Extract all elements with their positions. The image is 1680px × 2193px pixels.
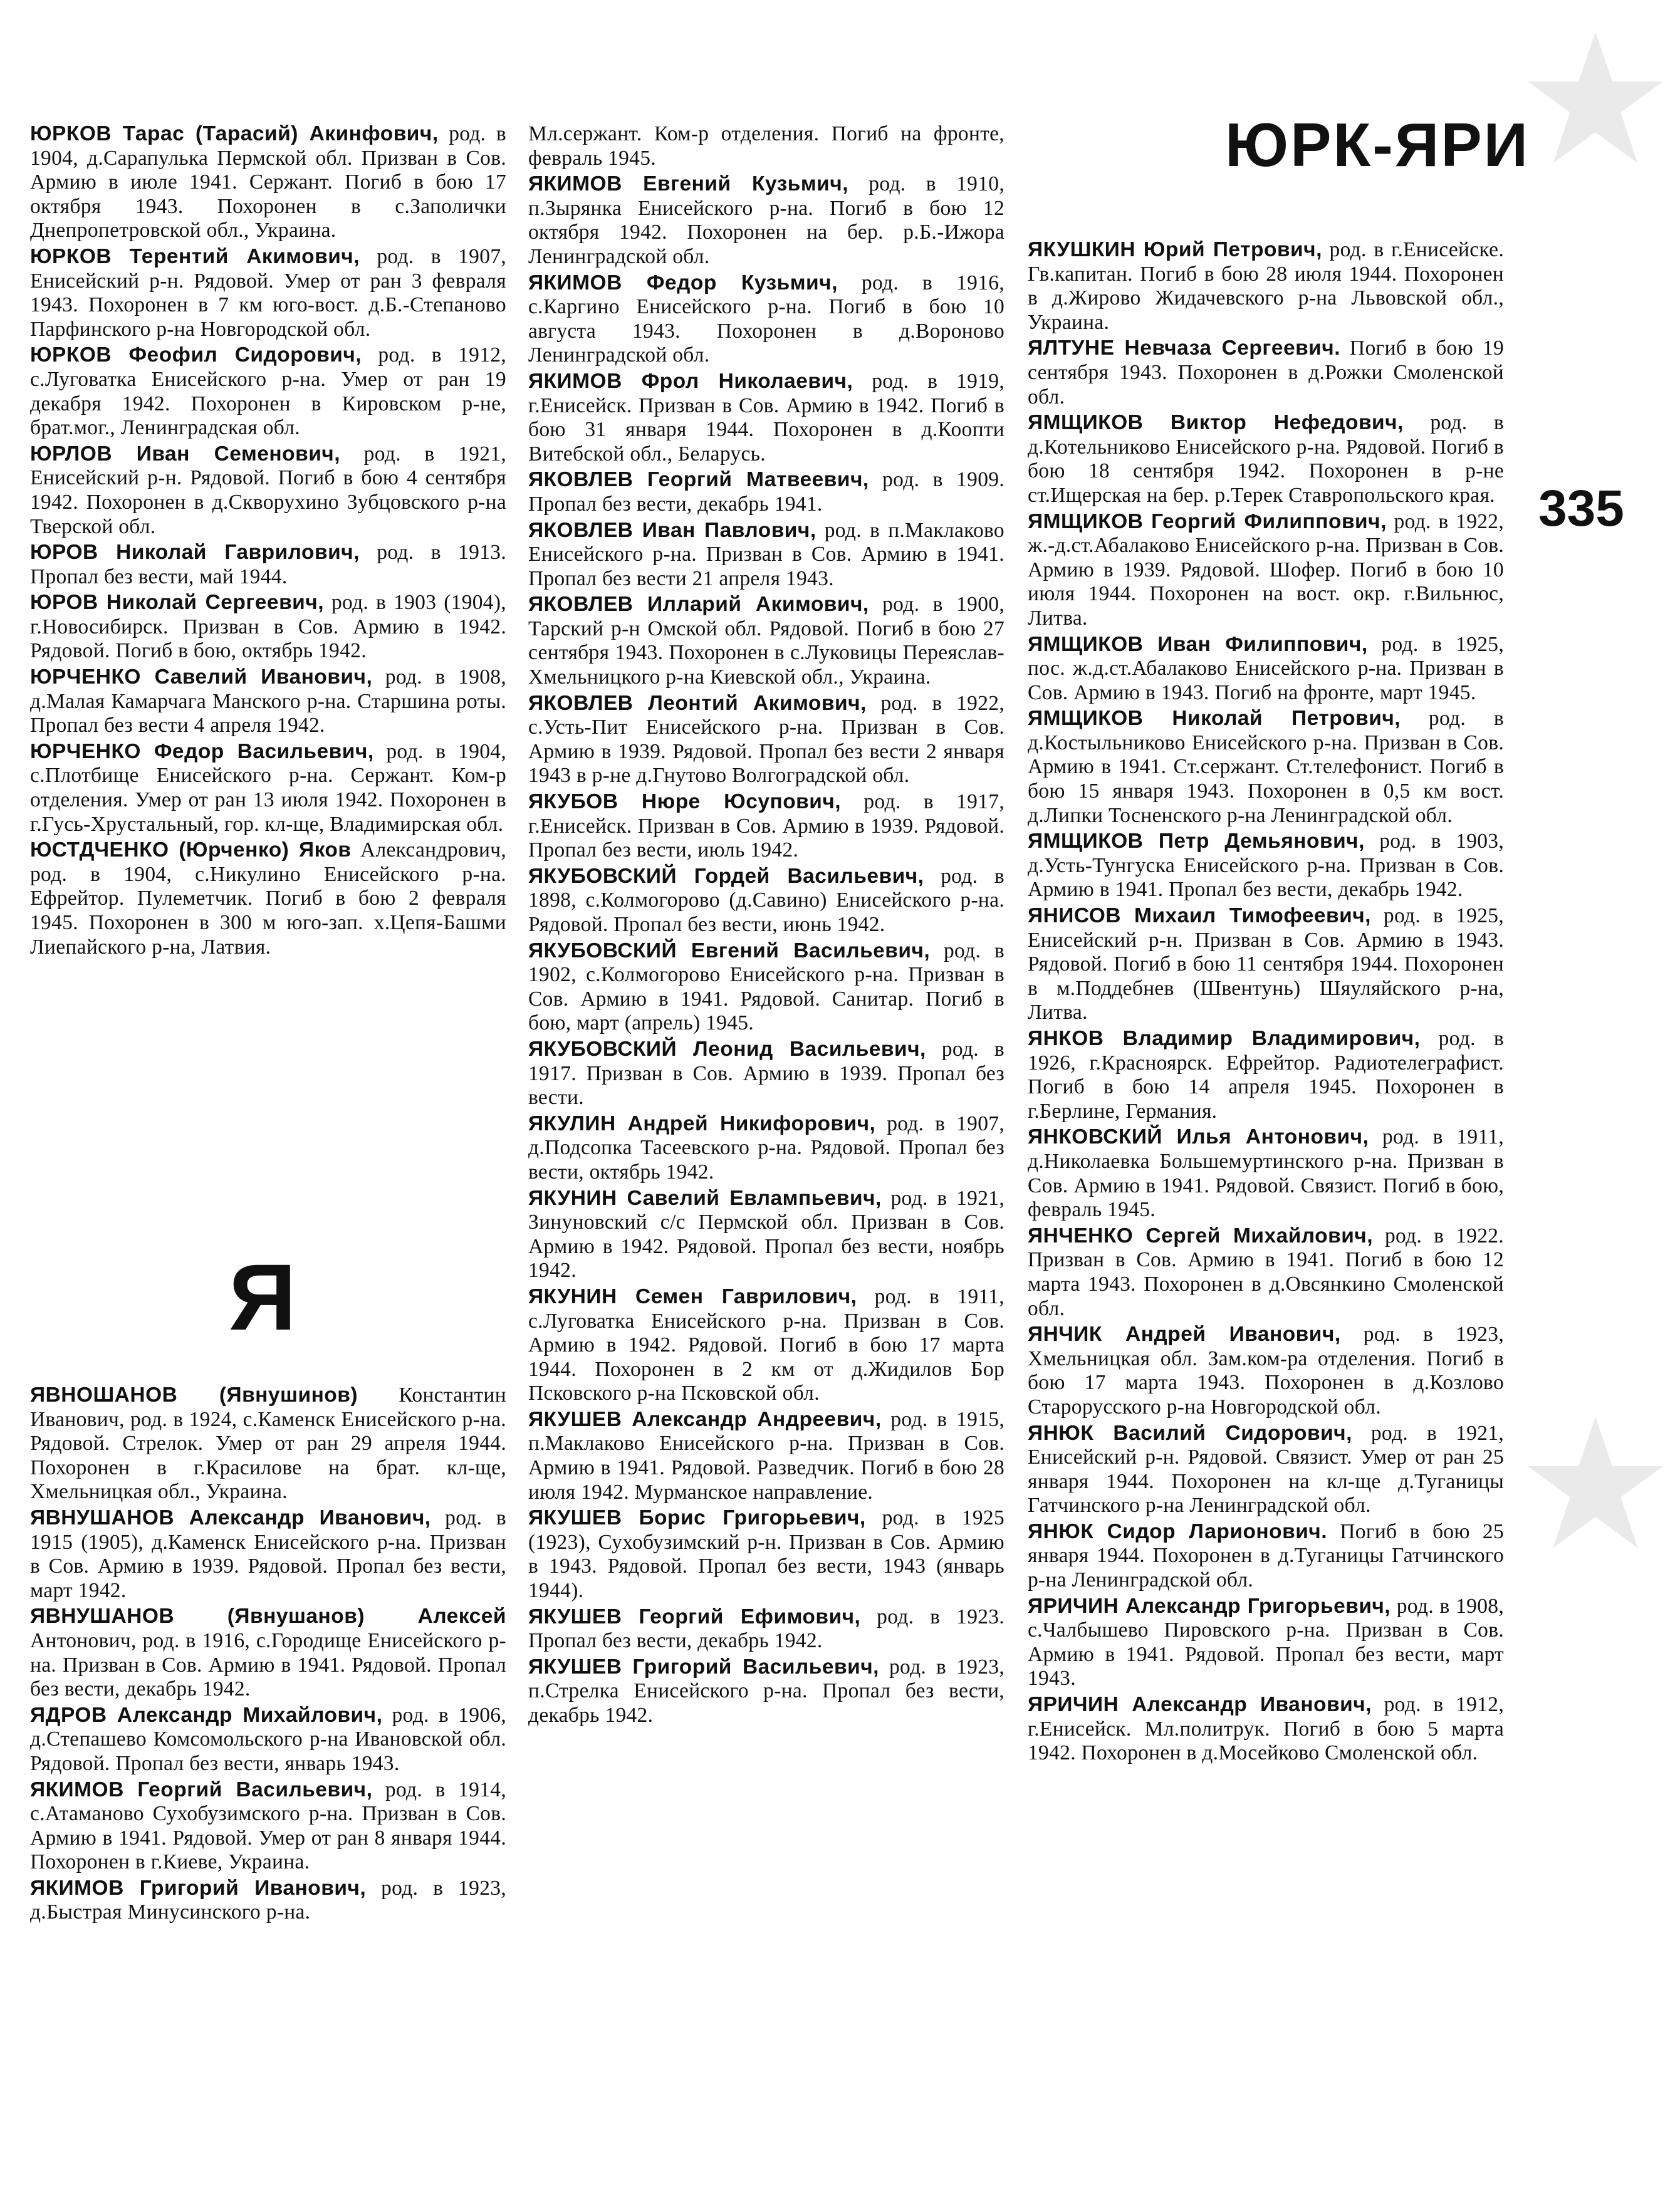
- entry-name: ЯНЧИК Андрей Иванович,: [1028, 1323, 1341, 1347]
- register-entry: [30, 442, 506, 539]
- entry-text: Антонович, род. в 1916, с.Городище Енисейского р-на. Призван в Сов. Армию в 1941. Рядовой. Пропал без вести, декабрь 1942.: [30, 1628, 506, 1701]
- register-entry: [30, 591, 506, 664]
- entry-text: род. в 1921, Зинуновский с/с Пермской обл. Призван в Сов. Армию в 1942. Рядовой. Пропал без вести, ноябрь 1942.: [528, 1186, 1004, 1283]
- entry-name: ЯНЮК Сидор Ларионович.: [1028, 1519, 1328, 1543]
- entry-text: род. в 1910, п.Зырянка Енисейского р-на. Погиб в бою 12 октября 1942. Похоронен на бер. р.Б.-Ижора Ленинградской обл.: [528, 172, 1004, 268]
- entry-text: род. в 1915, п.Маклаково Енисейского р-на. Призван в Сов. Армию в 1941. Рядовой. Разведчик. Погиб в бою 28 июля 1942. Мурманское направление.: [528, 1407, 1005, 1504]
- entry-text: род. в 1923. Пропал без вести, декабрь 1942.: [528, 1605, 1005, 1653]
- entry-name: ЯДРОВ Александр Михайлович,: [30, 1703, 383, 1727]
- entry-name: ЯКУШЕВ Борис Григорьевич,: [528, 1506, 866, 1530]
- entry-name: ЮРКОВ Феофил Сидорович,: [30, 343, 362, 367]
- entry-text: род. в 1904, д.Сарапулька Пермской обл. Призван в Сов. Армию в июле 1941. Сержант. Погиб в бою 17 октября 1943. Похоронен в с.Заполички Днепропетровской обл., Украина.: [30, 122, 507, 242]
- register-entry: [1028, 238, 1504, 335]
- entry-name: ЯКУБОВСКИЙ Гордей Васильевич,: [528, 864, 924, 888]
- entry-text: род. в 1911, д.Николаевка Большемуртинского р-на. Призван в Сов. Армию в 1941. Рядовой. Связист. Погиб в бою, февраль 1945.: [1028, 1125, 1504, 1222]
- register-entry: [528, 122, 1004, 170]
- entry-name: ЯКУБОВСКИЙ Леонид Васильевич,: [528, 1037, 926, 1061]
- entry-text: род. в 1906, д.Степашево Комсомольского р-на Ивановской обл. Рядовой. Пропал без вести, январь 1943.: [30, 1703, 507, 1775]
- register-entry: [30, 245, 506, 341]
- entry-name: ЮСТДЧЕНКО (Юрченко) Яков: [30, 838, 352, 862]
- register-entry: [528, 1285, 1004, 1406]
- register-entry: [30, 1778, 506, 1875]
- entry-text: род. в 1922, ж.-д.ст.Абалаково Енисейского р-на. Призван в Сов. Армию в 1939. Рядовой. Шофер. Погиб в бою 10 июля 1944. Похоронен на вост. окр. г.Вильнюс, Литва.: [1028, 509, 1505, 630]
- register-entry: [528, 1655, 1004, 1728]
- register-entry: [30, 1877, 506, 1925]
- entry-text: род. в 1915 (1905), д.Каменск Енисейского р-на. Призван в Сов. Армию в 1939. Рядовой. Пропал без вести, март 1942.: [30, 1506, 506, 1602]
- page-header-title: ЮРК-ЯРИ: [1225, 110, 1530, 179]
- entry-name: ЯКИМОВ Георгий Васильевич,: [30, 1778, 373, 1801]
- register-entry: [1028, 904, 1504, 1025]
- entry-text: род. в 1904, с.Плотбище Енисейского р-на. Сержант. Ком-р отделения. Умер от ран 13 июля 1942. Похоронен в г.Гусь-Хрустальный, гор. кл-ще, Владимирская обл.: [30, 739, 507, 836]
- entry-name: ЯКУШЕВ Григорий Васильевич,: [528, 1655, 879, 1679]
- register-entry: [1028, 1520, 1504, 1593]
- entry-text: род. в 1912, с.Луговатка Енисейского р-на. Умер от ран 19 декабря 1942. Похоронен в Кировском р-не, брат.мог., Ленинградская обл.: [30, 343, 506, 440]
- entry-text: род. в 1903 (1904), г.Новосибирск. Призван в Сов. Армию в 1942. Рядовой. Погиб в бою, октябрь 1942.: [30, 591, 506, 663]
- register-entry: [30, 665, 506, 738]
- register-entry: [1028, 633, 1504, 706]
- entry-text: Александрович, род. в 1904, с.Никулино Енисейского р-на. Ефрейтор. Пулеметчик. Погиб в бою 2 февраля 1945. Похоронен в 300 м юго-зап. х.Цепя-Башми Лиепайского р-на, Латвия.: [30, 838, 507, 959]
- entry-text: род. в 1900, Тарский р-н Омской обл. Рядовой. Погиб в бою 27 сентября 1943. Похоронен в с.Луковицы Переяслав-Хмельницкого р-на Киевской обл., Украина.: [528, 593, 1005, 689]
- entry-text: род. в 1919, г.Енисейск. Призван в Сов. Армию в 1942. Погиб в бою 31 января 1944. Похоронен в д.Коопти Витебской обл., Беларусь.: [528, 369, 1004, 466]
- entry-name: ЯКОВЛЕВ Георгий Матвеевич,: [528, 468, 869, 492]
- register-entry: [528, 1605, 1004, 1654]
- register-entry: [30, 541, 506, 589]
- entry-name: ЯМЩИКОВ Иван Филиппович,: [1028, 632, 1368, 656]
- entry-text: род. в 1912, г.Енисейск. Мл.политрук. Погиб в бою 5 марта 1942. Похоронен в д.Мосейково Смоленской обл.: [1028, 1693, 1504, 1765]
- entry-text: Мл.сержант. Ком-р отделения. Погиб на фронте, февраль 1945.: [528, 122, 1004, 170]
- register-entry: [528, 692, 1004, 788]
- register-entry: [528, 593, 1004, 689]
- register-entry: [30, 343, 506, 440]
- register-entry: [528, 519, 1004, 591]
- entry-name: ЯКУЛИН Андрей Никифорович,: [528, 1112, 876, 1135]
- entry-text: род. в 1913. Пропал без вести, май 1944.: [30, 541, 507, 588]
- entry-name: ЯКИМОВ Григорий Иванович,: [30, 1876, 367, 1900]
- entry-name: ЯНКОВ Владимир Владимирович,: [1028, 1027, 1421, 1050]
- register-entry: [528, 1506, 1004, 1603]
- entry-text: род. в д.Костыльниково Енисейского р-на. Призван в Сов. Армию в 1941. Ст.сержант. Ст.телефонист. Погиб в бою 15 января 1943. Похоронен в 0,5 км вост. д.Липки Тосненского р-на Ленинградской обл.: [1028, 707, 1504, 827]
- entry-text: род. в 1923, п.Стрелка Енисейского р-на. Пропал без вести, декабрь 1942.: [528, 1655, 1004, 1727]
- entry-name: ЯКИМОВ Федор Кузьмич,: [528, 271, 838, 294]
- entry-text: род. в 1898, с.Колмогорово (д.Савино) Енисейского р-на. Рядовой. Пропал без вести, июнь 1942.: [528, 864, 1004, 936]
- entry-text: род. в 1911, с.Луговатка Енисейского р-на. Призван в Сов. Армию в 1942. Рядовой. Погиб в бою 17 марта 1944. Похоронен в 2 км от д.Жидилов Бор Псковского р-на Псковской обл.: [528, 1284, 1004, 1405]
- entry-name: ЯРИЧИН Александр Григорьевич,: [1028, 1594, 1391, 1618]
- entry-text: род. в 1921, Енисейский р-н. Рядовой. Погиб в бою 4 сентября 1942. Похоронен в д.Скворухино Зубцовского р-на Тверской обл.: [30, 442, 507, 538]
- entry-text: род. в п.Маклаково Енисейского р-на. Призван в Сов. Армию в 1941. Пропал без вести 21 апреля 1943.: [528, 518, 1004, 590]
- entry-name: ЯКУНИН Савелий Евлампьевич,: [528, 1186, 882, 1210]
- entry-text: род. в 1902, с.Колмогорово Енисейского р-на. Призван в Сов. Армию в 1941. Рядовой. Санитар. Погиб в бою, март (апрель) 1945.: [528, 939, 1005, 1035]
- entry-name: ЯНКОВСКИЙ Илья Антонович,: [1028, 1125, 1369, 1149]
- entry-name: ЯКУШЕВ Александр Андреевич,: [528, 1407, 882, 1431]
- register-entry: [528, 939, 1004, 1036]
- entry-name: ЮРКОВ Терентий Акимович,: [30, 244, 360, 268]
- register-entry: [30, 838, 506, 959]
- entry-name: ЯКИМОВ Евгений Кузьмич,: [528, 172, 849, 196]
- section-letter: Я: [229, 1244, 296, 1350]
- entry-name: ЯМЩИКОВ Николай Петрович,: [1028, 707, 1401, 731]
- entry-text: Погиб в бою 19 сентября 1943. Похоронен в д.Рожки Смоленской обл.: [1028, 336, 1504, 409]
- register-entry: [1028, 1422, 1504, 1518]
- entry-name: ЯМЩИКОВ Петр Демьянович,: [1028, 830, 1365, 853]
- entry-text: род. в 1925 (1923), Сухобузимский р-н. Призван в Сов. Армию в 1943. Рядовой. Пропал без вести, 1943 (январь 1944).: [528, 1506, 1005, 1603]
- column-3: [1028, 238, 1504, 1768]
- entry-name: ЯМЩИКОВ Виктор Нефедович,: [1028, 411, 1404, 435]
- entry-name: ЯКУШКИН Юрий Петрович,: [1028, 238, 1322, 261]
- entry-text: род. в д.Котельниково Енисейского р-на. Рядовой. Погиб в бою 18 сентября 1942. Похоронен в р-не ст.Ищерская на бер. р.Терек Ставропольского края.: [1028, 411, 1504, 507]
- register-entry: [1028, 1027, 1504, 1123]
- entry-name: ЯКИМОВ Фрол Николаевич,: [528, 369, 853, 393]
- entry-name: ЯЛТУНЕ Невчаза Сергеевич.: [1028, 336, 1341, 360]
- register-entry: [528, 865, 1004, 937]
- register-entry: [528, 1187, 1004, 1283]
- entry-name: ЯНЮК Василий Сидорович,: [1028, 1421, 1352, 1445]
- entry-text: род. в 1926, г.Красноярск. Ефрейтор. Радиотелеграфист. Погиб в бою 14 апреля 1945. Похоронен в г.Берлине, Германия.: [1028, 1027, 1504, 1123]
- entry-text: род. в 1917. Призван в Сов. Армию в 1939. Пропал без вести.: [528, 1037, 1005, 1110]
- entry-name: ЯКОВЛЕВ Илларий Акимович,: [528, 593, 869, 617]
- register-entry: [30, 1383, 506, 1504]
- entry-text: род. в 1908, д.Малая Камарчага Манского р-на. Старшина роты. Пропал без вести 4 апреля 1942.: [30, 665, 507, 737]
- watermark-star-icon: [1523, 1410, 1667, 1635]
- entry-text: род. в 1923, Хмельницкая обл. Зам.ком-ра отделения. Погиб в бою 17 марта 1943. Похоронен в д.Козлово Старорусского р-на Новгородской обл.: [1028, 1323, 1505, 1419]
- register-entry: [1028, 707, 1504, 828]
- register-entry: [528, 370, 1004, 466]
- entry-name: ЮРЧЕНКО Савелий Иванович,: [30, 665, 373, 689]
- entry-name: ЮРОВ Николай Сергеевич,: [30, 591, 325, 615]
- entry-name: ЯВНУШАНОВ (Явнушанов) Алексей: [30, 1605, 506, 1628]
- entry-name: ЮРЛОВ Иван Семенович,: [30, 442, 341, 466]
- entry-name: ЮРЧЕНКО Федор Васильевич,: [30, 739, 374, 763]
- column-1-bottom: [30, 1383, 506, 1927]
- register-entry: [1028, 411, 1504, 508]
- register-entry: [1028, 1595, 1504, 1691]
- entry-name: ЯКОВЛЕВ Леонтий Акимович,: [528, 691, 867, 715]
- entry-text: Константин Иванович, род. в 1924, с.Каменск Енисейского р-на. Рядовой. Стрелок. Умер от ран 29 апреля 1944. Похоронен в г.Красилове на брат. кл-ще, Хмельницкая обл., Украина.: [30, 1383, 506, 1504]
- entry-text: род. в 1925, пос. ж.д.ст.Абалаково Енисейского р-на. Призван в Сов. Армию в 1943. Погиб на фронте, март 1945.: [1028, 632, 1505, 704]
- register-entry: [1028, 1224, 1504, 1321]
- register-entry: [528, 1112, 1004, 1185]
- entry-text: род. в 1922. Призван в Сов. Армию в 1941. Погиб в бою 12 марта 1943. Похоронен в д.Овсянкино Смоленской обл.: [1028, 1224, 1504, 1320]
- register-entry: [1028, 1693, 1504, 1766]
- register-entry: [30, 1506, 506, 1603]
- entry-text: род. в 1908, с.Чалбышево Пировского р-на. Призван в Сов. Армию в 1941. Рядовой. Пропал без вести, март 1943.: [1028, 1594, 1504, 1690]
- entry-text: род. в 1903, д.Усть-Тунгуска Енисейского р-на. Призван в Сов. Армию в 1941. Пропал без вести, декабрь 1942.: [1028, 830, 1504, 902]
- register-entry: [1028, 830, 1504, 902]
- register-entry: [528, 468, 1004, 516]
- entry-text: род. в 1923, д.Быстрая Минусинского р-на.: [30, 1876, 507, 1924]
- register-entry: [1028, 510, 1504, 631]
- register-entry: [1028, 336, 1504, 409]
- column-1-top: [30, 122, 506, 961]
- entry-name: ЯКОВЛЕВ Иван Павлович,: [528, 518, 817, 542]
- register-entry: [528, 271, 1004, 368]
- register-entry: [1028, 1125, 1504, 1222]
- column-2: [528, 122, 1004, 1730]
- entry-name: ЯМЩИКОВ Георгий Филиппович,: [1028, 509, 1387, 533]
- entry-text: род. в 1921, Енисейский р-н. Рядовой. Связист. Умер от ран 25 января 1944. Похоронен на кл-ще д.Туганицы Гатчинского р-на Ленинградской обл.: [1028, 1421, 1504, 1518]
- register-entry: [30, 740, 506, 836]
- entry-name: ЯКУБОВСКИЙ Евгений Васильевич,: [528, 939, 931, 962]
- entry-text: род. в 1914, с.Атаманово Сухобузимского р-на. Призван в Сов. Армию в 1941. Рядовой. Умер от ран 8 января 1944. Похоронен в г.Киеве, Украина.: [30, 1778, 506, 1874]
- register-entry: [30, 1605, 506, 1701]
- entry-name: ЮРКОВ Тарас (Тарасий) Акинфович,: [30, 122, 439, 145]
- entry-text: Погиб в бою 25 января 1944. Похоронен в д.Туганицы Гатчинского р-на Ленинградской обл.: [1028, 1519, 1504, 1592]
- entry-text: род. в 1917, г.Енисейск. Призван в Сов. Армию в 1939. Рядовой. Пропал без вести, июль 1942.: [528, 790, 1004, 862]
- entry-text: род. в 1909. Пропал без вести, декабрь 1941.: [528, 468, 1004, 516]
- entry-text: род. в 1922, с.Усть-Пит Енисейского р-на. Призван в Сов. Армию в 1939. Рядовой. Пропал без вести 2 января 1943 в р-не д.Гнутово Волгоградской обл.: [528, 691, 1004, 788]
- entry-name: ЯКУБОВ Нюре Юсупович,: [528, 790, 842, 814]
- entry-name: ЯКУШЕВ Георгий Ефимович,: [528, 1605, 861, 1628]
- register-entry: [528, 1408, 1004, 1504]
- register-entry: [528, 1038, 1004, 1110]
- register-entry: [528, 172, 1004, 269]
- entry-text: род. в 1907, д.Подсопка Тасеевского р-на. Рядовой. Пропал без вести, октябрь 1942.: [528, 1112, 1004, 1184]
- register-entry: [30, 1704, 506, 1776]
- entry-name: ЯВНУШАНОВ Александр Иванович,: [30, 1506, 431, 1529]
- entry-name: ЯНЧЕНКО Сергей Михайлович,: [1028, 1224, 1374, 1248]
- watermark-star-icon: [1523, 25, 1667, 251]
- entry-name: ЯРИЧИН Александр Иванович,: [1028, 1693, 1372, 1717]
- register-entry: [30, 122, 506, 243]
- entry-name: ЯВНОШАНОВ (Явнушинов): [30, 1383, 358, 1407]
- entry-text: род. в 1916, с.Каргино Енисейского р-на. Погиб в бою 10 августа 1943. Похоронен в д.Вороново Ленинградской обл.: [528, 271, 1005, 367]
- entry-text: род. в г.Енисейске. Гв.капитан. Погиб в бою 28 июля 1944. Похоронен в д.Жирово Жидачевского р-на Львовской обл., Украина.: [1028, 238, 1504, 334]
- entry-name: ЯКУНИН Семен Гаврилович,: [528, 1284, 857, 1308]
- entry-name: ЮРОВ Николай Гаврилович,: [30, 541, 360, 565]
- register-entry: [528, 790, 1004, 863]
- entry-text: род. в 1925, Енисейский р-н. Призван в Сов. Армию в 1943. Рядовой. Погиб в бою 11 сентября 1944. Похоронен в м.Поддебнев (Швентунь) Шяуляйского р-на, Литва.: [1028, 904, 1504, 1024]
- entry-text: род. в 1907, Енисейский р-н. Рядовой. Умер от ран 3 февраля 1943. Похоронен в 7 км юго-вост. д.Б.-Степаново Парфинского р-на Новгородской обл.: [30, 244, 506, 341]
- entry-name: ЯНИСОВ Михаил Тимофеевич,: [1028, 904, 1371, 928]
- page-number: 335: [1538, 480, 1624, 537]
- register-entry: [1028, 1323, 1504, 1419]
